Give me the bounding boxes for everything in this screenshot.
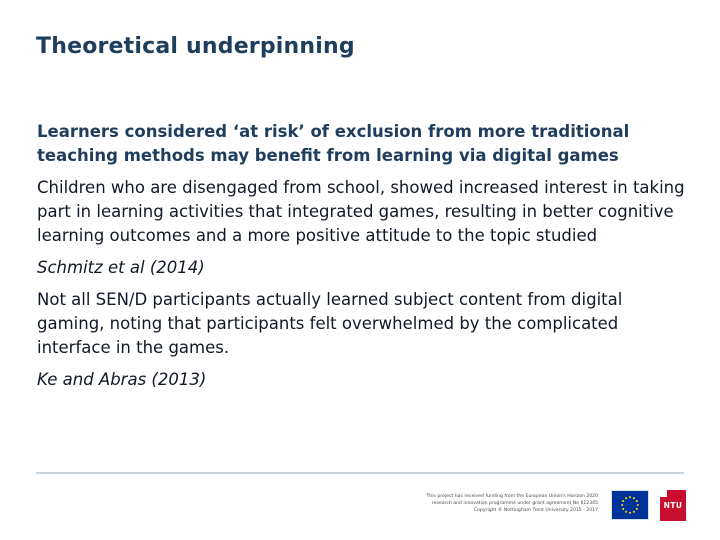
footer-divider — [36, 472, 684, 474]
ntu-logo — [660, 490, 686, 521]
ntu-logo-notch — [660, 490, 667, 497]
lead-statement: Learners considered ‘at risk’ of exclusion from more traditional teaching methods may benefit from learning via digital games — [37, 122, 630, 165]
supporting-point-2: Not all SEN/D participants actually learned subject content from digital gaming, noting that participants felt overwhelmed by the complicated interface in the games. — [37, 290, 623, 357]
citation-2: Ke and Abras (2013) — [37, 370, 207, 389]
ntu-logo-text: NTU — [663, 501, 683, 510]
eu-stars-icon — [612, 491, 648, 519]
slide-title: Theoretical underpinning — [36, 34, 355, 59]
eu-flag-icon — [611, 490, 649, 520]
footer-funding-text — [402, 493, 598, 515]
slide-content — [37, 120, 687, 400]
supporting-point-1: Children who are disengaged from school, showed increased interest in taking part in learning activities that integrated games, resulting in better cognitive learning outcomes and a more positive attitude to the topic studied — [37, 178, 685, 245]
funding-line-1: This project has received funding from the European Union's Horizon 2020 — [426, 494, 598, 499]
funding-line-2: research and innovation programme under grant agreement No 612345 — [431, 501, 598, 507]
copyright-line: Copyright © Nottingham Trent University 2015 - 2017 — [473, 508, 598, 514]
citation-1: Schmitz et al (2014) — [37, 258, 205, 277]
